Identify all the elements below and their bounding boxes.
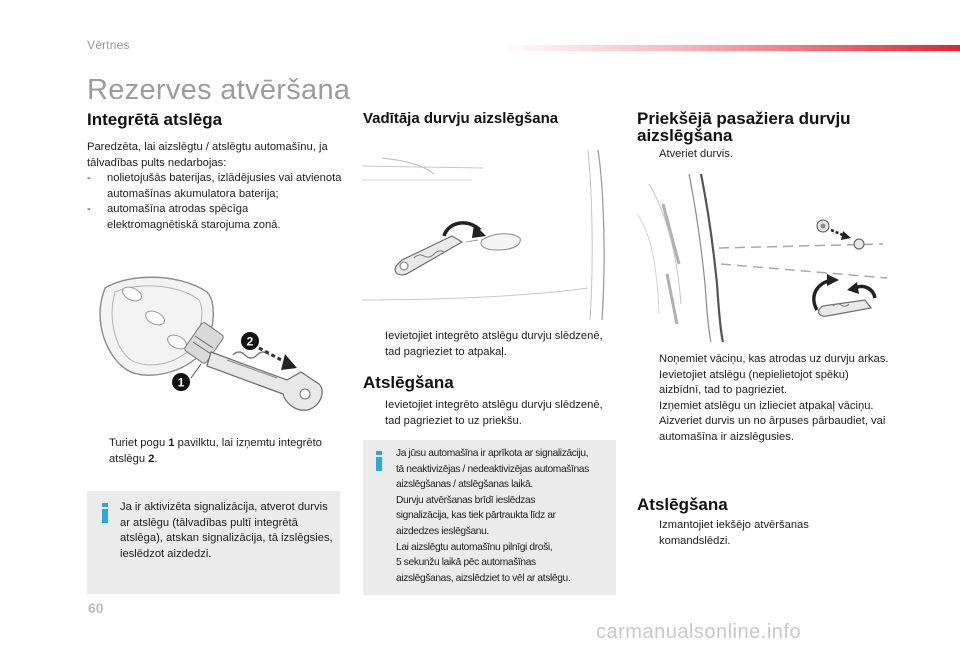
driver-door-illustration [362, 150, 615, 320]
info-line: tā neaktivizējas / nedeaktivizējas automašīnas [396, 463, 589, 475]
step-text: Noņemiet vāciņu, kas atrodas uz durvju arkas. [659, 353, 889, 365]
step-text: pavilktu, lai izņemtu integrēto atslēgu [109, 437, 322, 465]
callout-2 [241, 332, 259, 350]
step-text: Ievietojiet atslēgu (nepielietojot spēku) aizbīdnī, tad to pagrieziet. [659, 368, 849, 396]
svg-text:1: 1 [177, 375, 185, 390]
info-line: Lai aizslēgtu automašīnu pilnīgi droši, [396, 541, 553, 553]
driver-lock-step [363, 329, 613, 360]
svg-text:2: 2 [246, 334, 254, 349]
list-item [659, 414, 889, 445]
page-title: Rezerves atvēršana [87, 74, 351, 106]
step-text: Izmantojiet iekšējo atvēršanas komandslēdzi. [659, 519, 809, 547]
list-item [659, 352, 889, 368]
remove-key-step [87, 436, 342, 467]
step-text: . [154, 452, 158, 465]
condition-text: automašīna atrodas spēcīga elektromagnētiskā starojuma zonā. [107, 203, 281, 231]
alarm-lock-info-text [396, 446, 614, 586]
header-accent-bar [500, 45, 960, 51]
heading-passenger-door-lock: Priekšējā pasažiera durvju aizslēgšana [637, 109, 851, 145]
step-text: Izņemiet atslēgu un izlieciet atpakaļ vāciņu. [659, 399, 874, 412]
step-text: Turiet pogu [109, 437, 169, 449]
step-text: Ievietojiet integrēto atslēgu durvju slēdzenē, tad pagrieziet to uz priekšu. [385, 399, 603, 427]
step-text: Atveriet durvis. [659, 148, 733, 160]
heading-passenger-unlock: Atslēgšana [637, 495, 728, 514]
section-label: Vērtnes [87, 38, 130, 52]
list-item [659, 368, 889, 399]
heading-driver-unlock: Atslēgšana [363, 373, 454, 392]
info-icon [373, 451, 385, 471]
dash-marker: - [87, 203, 91, 215]
alarm-info-box [87, 491, 340, 594]
step-ref-2: 2 [148, 452, 155, 465]
intro-text: Paredzēta, lai aizslēgtu / atslēgtu automašīnu, ja tālvadības pults nedarbojas: [87, 141, 328, 169]
info-line: aizslēgšanas, aizslēdziet to vēl ar atslēgu. [396, 572, 571, 584]
driver-unlock-step [363, 398, 613, 429]
step-text: Aizveriet durvis un no ārpuses pārbaudiet, vai automašīna ir aizslēgusies. [659, 415, 886, 443]
info-line: Durvju atvēršanas brīdī ieslēdzas [396, 494, 536, 506]
list-item [87, 202, 342, 233]
key-fob-illustration [87, 262, 343, 422]
step-text: Ievietojiet integrēto atslēgu durvju slēdzenē, tad pagrieziet to atpakaļ. [385, 330, 603, 358]
open-door-step [637, 147, 887, 163]
watermark: carmanualsonline.info [596, 621, 802, 643]
alarm-lock-info-box [363, 440, 616, 595]
passenger-door-illustration [637, 174, 890, 342]
info-icon [99, 503, 111, 523]
heading-driver-door-lock: Vadītāja durvju aizslēgšana [363, 110, 559, 127]
info-line: aizslēgšanas / atslēgšanas laikā. [396, 479, 533, 491]
list-item [87, 171, 342, 202]
dash-marker: - [87, 172, 91, 184]
conditions-list [87, 171, 342, 233]
alarm-info-text: Ja ir aktivizēta signalizācija, atverot durvis ar atslēgu (tālvadības pultī integrētā atslēga), atskan signalizācija, tā izslēgsies, ieslēdzot aizdedzi. [120, 501, 333, 560]
info-line: 5 sekunžu laikā pēc automašīnas [396, 557, 536, 569]
page-number: 60 [88, 600, 104, 616]
integrated-key-intro [87, 140, 342, 233]
passenger-unlock-step [637, 518, 867, 549]
heading-integrated-key: Integrētā atslēga [87, 110, 223, 129]
callout-1 [172, 373, 190, 391]
passenger-lock-steps [637, 352, 889, 445]
list-item [659, 399, 889, 415]
info-line: aizdedzes ieslēgšanu. [396, 525, 489, 537]
step-ref-1: 1 [168, 437, 175, 449]
condition-text: nolietojušās baterijas, izlādējusies vai atvienota automašīnas akumulatora baterija; [107, 172, 342, 200]
info-line: signalizācija, kas tiek pārtraukta līdz ar [396, 510, 556, 522]
info-line: Ja jūsu automašīna ir aprīkota ar signalizāciju, [396, 448, 589, 459]
